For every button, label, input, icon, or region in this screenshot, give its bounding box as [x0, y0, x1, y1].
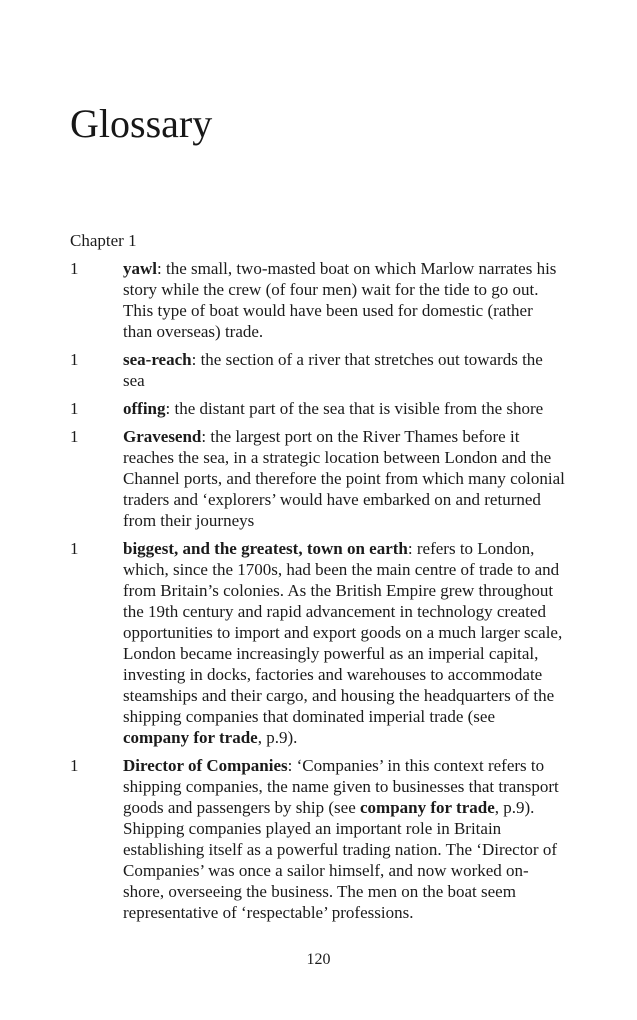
definition-text: : the largest port on the River Thames before it reaches the sea, in a strategic location between London and the Channel ports, and therefore the point from which many colonial traders and ‘explorers’ would have embarked on and returned from their journeys — [123, 427, 565, 530]
glossary-term: company for trade — [360, 798, 495, 817]
glossary-entry — [70, 398, 565, 419]
glossary-list — [70, 258, 565, 923]
glossary-term: biggest, and the greatest, town on earth — [123, 539, 408, 558]
entry-definition — [123, 258, 565, 342]
entry-definition — [123, 426, 565, 531]
page-title: Glossary — [70, 101, 213, 146]
glossary-entry — [70, 349, 565, 391]
entry-definition — [123, 398, 565, 419]
chapter-heading: Chapter 1 — [70, 231, 137, 250]
entry-definition — [123, 755, 565, 923]
definition-text: : the section of a river that stretches out towards the sea — [123, 350, 543, 390]
glossary-term: sea-reach — [123, 350, 192, 369]
definition-text: : the distant part of the sea that is visible from the shore — [165, 399, 544, 418]
glossary-entry — [70, 426, 565, 531]
entry-chapter-number: 1 — [70, 399, 79, 418]
definition-text: : the small, two-masted boat on which Marlow narrates his story while the crew (of four men) wait for the tide to go out. This type of boat would have been used for domestic (rather than overseas) trade. — [123, 259, 557, 341]
entry-definition — [123, 538, 565, 748]
definition-text: , p.9). — [257, 728, 298, 747]
entry-chapter-number: 1 — [70, 756, 79, 775]
entry-chapter-number: 1 — [70, 539, 79, 558]
glossary-entry — [70, 258, 565, 342]
glossary-term: yawl — [123, 259, 157, 278]
glossary-entry — [70, 755, 565, 923]
definition-text: : ‘Companies’ in this context refers to shipping companies, the name given to businesses that transport goods and passengers by ship (see — [123, 756, 559, 817]
entry-chapter-number: 1 — [70, 427, 79, 446]
definition-text: , p.9). Shipping companies played an important role in Britain establishing itself as a powerful trading nation. The ‘Director of Companies’ was once a sailor himself, and now worked on-shore, overseeing the business. The men on the boat seem representative of ‘respectable’ professions. — [123, 798, 558, 922]
entry-chapter-number: 1 — [70, 259, 79, 278]
glossary-entry — [70, 538, 565, 748]
glossary-term: Director of Companies — [123, 756, 288, 775]
entry-chapter-number: 1 — [70, 350, 79, 369]
definition-text: : refers to London, which, since the 1700s, had been the main centre of trade to and from Britain’s colonies. As the British Empire grew throughout the 19th century and rapid advancement in technology created opportunities to import and export goods on a much larger scale, London became increasingly powerful as an imperial capital, investing in docks, factories and warehouses to accommodate steamships and their cargo, and housing the headquarters of the shipping companies that dominated imperial trade (see — [123, 539, 563, 726]
glossary-term: offing — [123, 399, 166, 418]
entry-definition — [123, 349, 565, 391]
glossary-term: Gravesend — [123, 427, 202, 446]
page-number: 120 — [306, 951, 331, 968]
glossary-term: company for trade — [123, 728, 258, 747]
